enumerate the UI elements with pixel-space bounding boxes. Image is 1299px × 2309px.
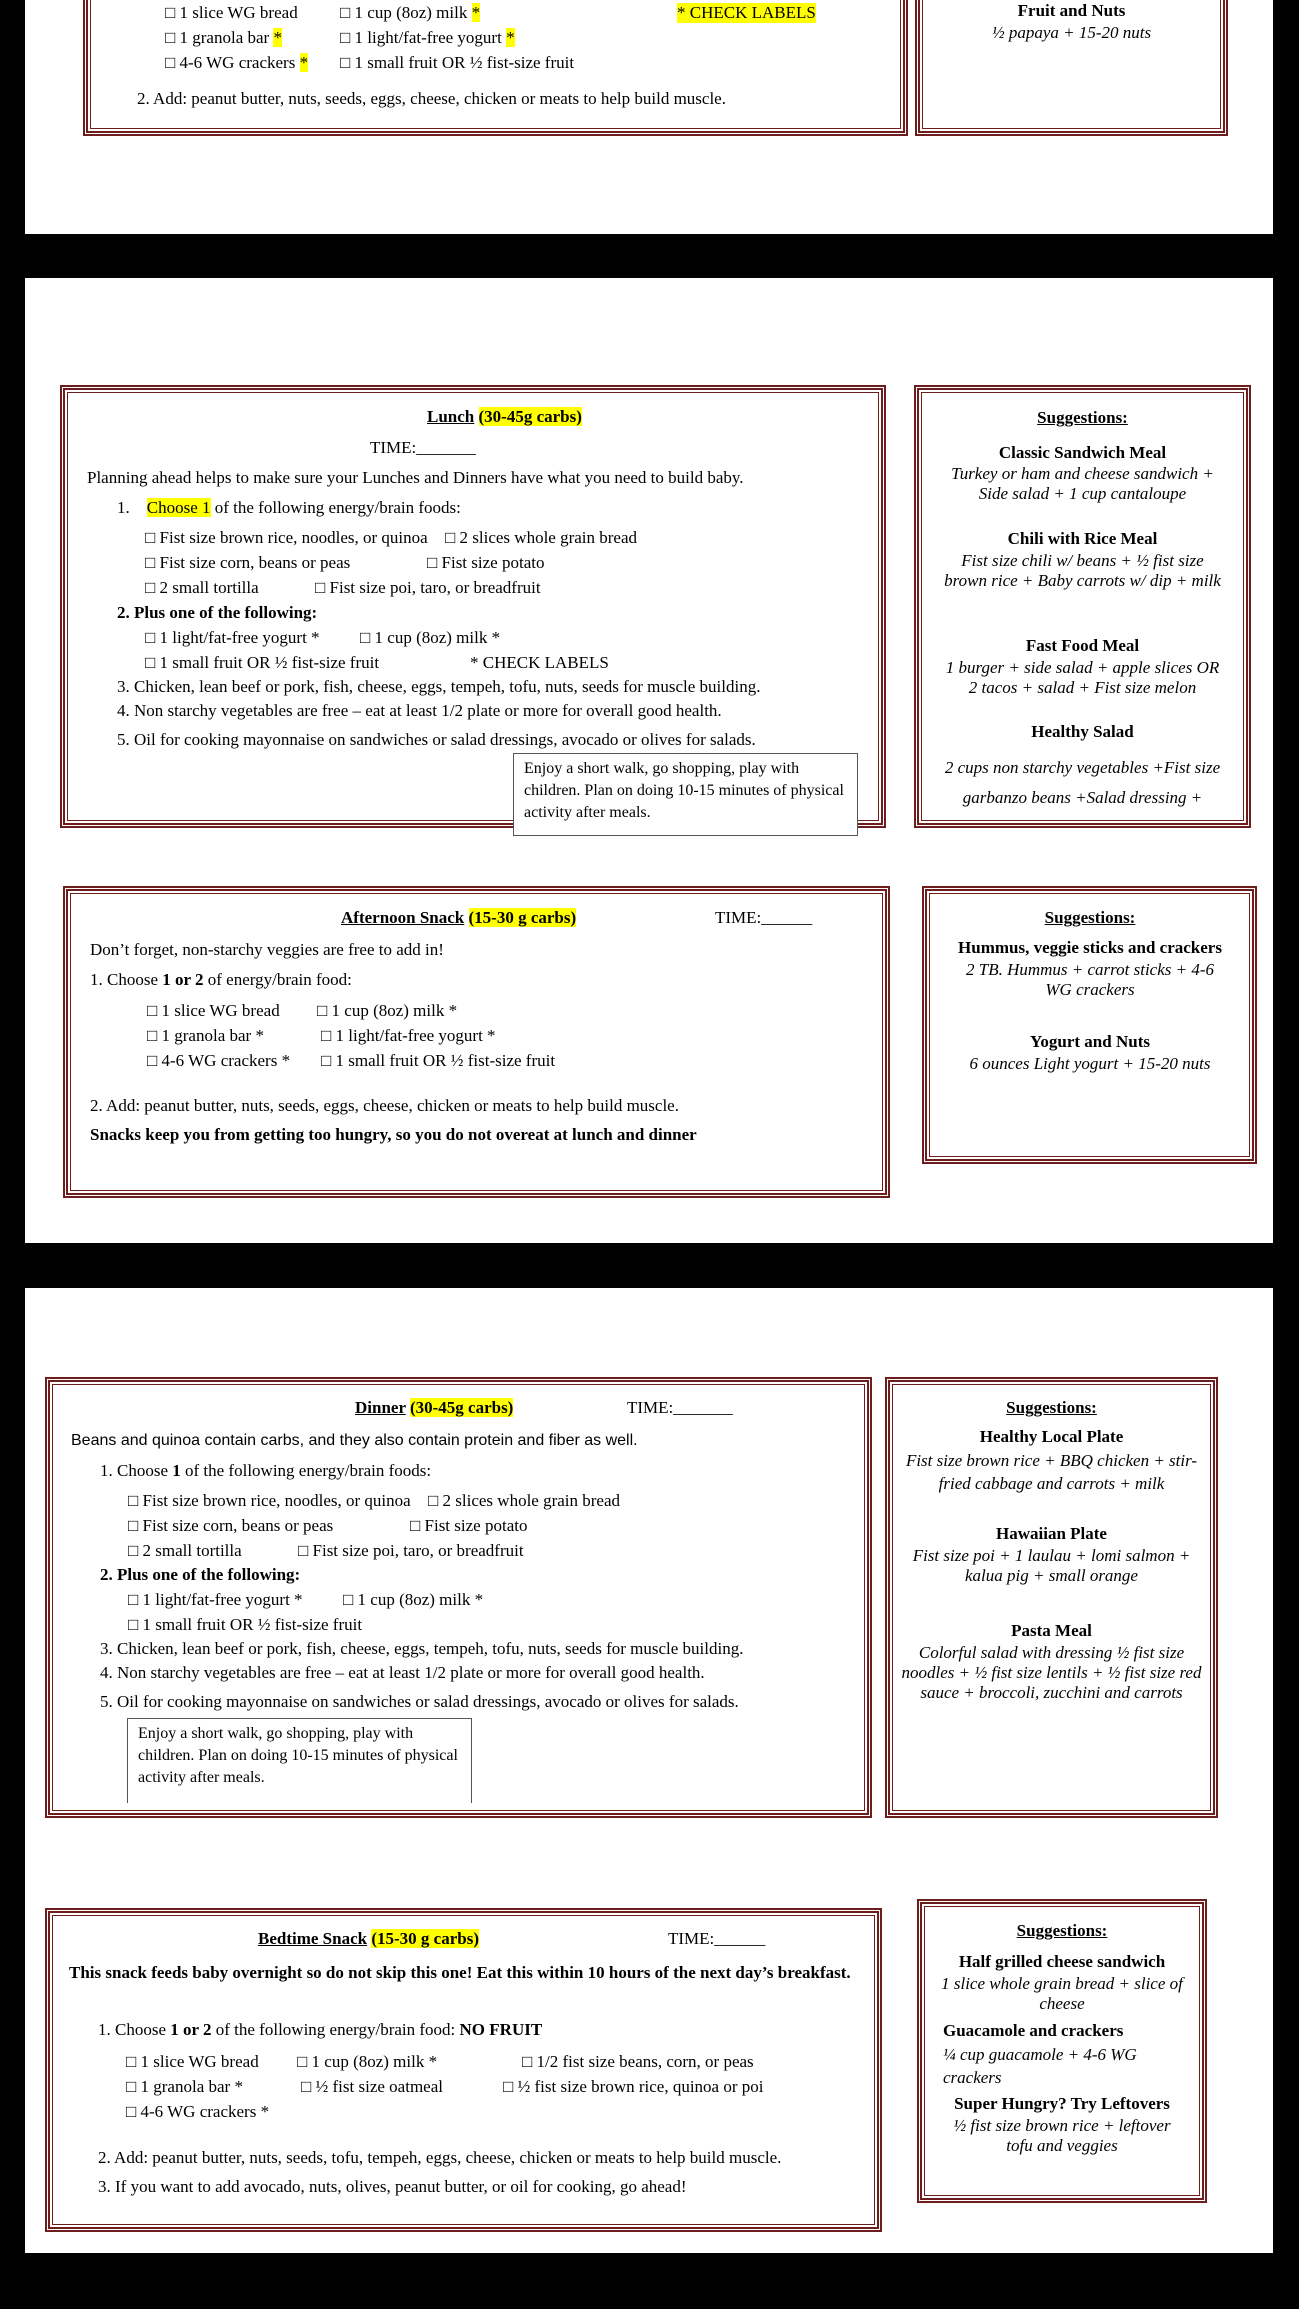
food-item: □ 1 cup (8oz) milk * — [360, 628, 501, 647]
suggestion-body: Fist size brown rice + BBQ chicken + stir-fried cabbage and carrots + milk — [905, 1451, 1198, 1493]
step-2: 2. Add: peanut butter, nuts, seeds, tofu, tempeh, eggs, cheese, chicken or meats to help build muscle. — [98, 2148, 782, 2167]
time-field: TIME:______ — [715, 908, 813, 927]
check-labels: * CHECK LABELS — [677, 3, 816, 22]
suggestions-heading: Suggestions: — [1006, 1398, 1097, 1417]
step-5: 5. Oil for cooking mayonnaise on sandwiches or salad dressings, avocado or olives for salads. — [117, 730, 756, 749]
food-item: □ 1 small fruit OR ½ fist-size fruit — [340, 53, 575, 72]
bedtime-heading: Bedtime Snack (15-30 g carbs) — [258, 1929, 479, 1948]
step-2: 2. Plus one of the following: — [100, 1565, 301, 1584]
suggestion-title: Classic Sandwich Meal — [998, 443, 1167, 462]
food-item: □ 1 cup (8oz) milk * — [297, 2052, 438, 2071]
step-text: 2. Add: peanut butter, nuts, seeds, eggs, cheese, chicken or meats to help build muscle. — [137, 89, 726, 108]
food-item: □ 1/2 fist size beans, corn, or peas — [522, 2052, 754, 2071]
intro-text: Beans and quinoa contain carbs, and they also contain protein and fiber as well. — [71, 1432, 638, 1449]
time-field: TIME:_______ — [370, 438, 476, 457]
suggestion-body: ¼ cup guacamole + 4-6 WG crackers — [943, 2045, 1137, 2087]
food-item: □ ½ fist size oatmeal — [301, 2077, 443, 2096]
food-item: □ 1 slice WG bread — [165, 3, 298, 22]
food-item: □ 4-6 WG crackers * — [165, 53, 309, 72]
food-item: □ 1 small fruit OR ½ fist-size fruit — [145, 653, 380, 672]
step-3: 3. Chicken, lean beef or pork, fish, cheese, eggs, tempeh, tofu, nuts, seeds for muscle building. — [100, 1639, 744, 1658]
suggestion-body: Colorful salad with dressing ½ fist size noodles + ½ fist size lentils + ½ fist size red sauce + broccoli, zucchini and carrots — [901, 1643, 1202, 1702]
activity-note: Enjoy a short walk, go shopping, play with children. Plan on doing 10-15 minutes of physical activity after meals. — [513, 753, 858, 836]
time-field: TIME:______ — [668, 1929, 766, 1948]
suggestions-heading: Suggestions: — [1044, 908, 1136, 927]
suggestion-body: ½ papaya + 15-20 nuts — [991, 23, 1152, 42]
lunch-heading: Lunch (30-45g carbs) — [427, 407, 582, 426]
suggestion-body: Fist size poi + 1 laulau + lomi salmon + kalua pig + small orange — [912, 1546, 1191, 1585]
food-item: □ ½ fist size brown rice, quinoa or poi — [503, 2077, 764, 2096]
suggestion-body: Fist size chili w/ beans + ½ fist size brown rice + Baby carrots w/ dip + milk — [944, 551, 1221, 590]
bedtime-intro: This snack feeds baby overnight so do not skip this one! Eat this within 10 hours of the next day’s breakfast. — [69, 1963, 851, 1982]
food-item: □ 1 slice WG bread — [147, 1001, 280, 1020]
page-1 — [25, 0, 1273, 234]
food-item: □ 1 cup (8oz) milk * — [343, 1590, 484, 1609]
snack-note: Snacks keep you from getting too hungry, so you do not overeat at lunch and dinner — [90, 1125, 697, 1144]
food-item: □ 1 light/fat-free yogurt * — [128, 1590, 303, 1609]
step-3: 3. If you want to add avocado, nuts, olives, peanut butter, or oil for cooking, go ahead! — [98, 2177, 687, 2196]
dinner-heading: Dinner (30-45g carbs) — [355, 1398, 514, 1417]
afternoon-heading: Afternoon Snack (15-30 g carbs) — [341, 908, 577, 927]
suggestion-body: 2 TB. Hummus + carrot sticks + 4-6 WG crackers — [965, 960, 1215, 999]
food-item: □ 1 granola bar * — [165, 28, 282, 47]
food-item: □ Fist size potato — [427, 553, 545, 572]
step-2: 2. Plus one of the following: — [117, 603, 318, 622]
suggestion-body: ½ fist size brown rice + leftover tofu and veggies — [953, 2116, 1171, 2155]
food-item: □ 1 granola bar * — [126, 2077, 243, 2096]
step-1: 1. Choose 1 or 2 of energy/brain food: — [90, 970, 352, 989]
suggestions-heading: Suggestions: — [1016, 1921, 1108, 1940]
suggestion-title: Fruit and Nuts — [1017, 1, 1126, 20]
suggestion-body: 1 slice whole grain bread + slice of cheese — [941, 1974, 1183, 2013]
activity-note: Enjoy a short walk, go shopping, play with children. Plan on doing 10-15 minutes of physical activity after meals. — [127, 1718, 472, 1803]
step-1: 1. Choose 1 or 2 of the following energy/brain food: NO FRUIT — [98, 2020, 543, 2039]
intro-text: Don’t forget, non-starchy veggies are free to add in! — [90, 940, 444, 959]
food-item: □ Fist size corn, beans or peas — [145, 553, 351, 572]
food-item: □ 1 light/fat-free yogurt * — [145, 628, 320, 647]
food-item: □ 1 light/fat-free yogurt * — [321, 1026, 496, 1045]
food-item: □ Fist size brown rice, noodles, or quinoa — [145, 528, 428, 547]
step-1: 1. Choose 1 of the following energy/brain foods: — [117, 498, 461, 517]
suggestion-title: Fast Food Meal — [1025, 636, 1140, 655]
step-3: 3. Chicken, lean beef or pork, fish, cheese, eggs, tempeh, tofu, nuts, seeds for muscle building. — [117, 677, 761, 696]
suggestion-title: Healthy Local Plate — [979, 1427, 1124, 1446]
food-item: □ 1 cup (8oz) milk * — [317, 1001, 458, 1020]
suggestion-title: Hummus, veggie sticks and crackers — [958, 938, 1222, 957]
suggestion-body: Turkey or ham and cheese sandwich + Side salad + 1 cup cantaloupe — [951, 464, 1214, 503]
step-1: 1. Choose 1 of the following energy/brain foods: — [100, 1461, 432, 1480]
suggestion-title: Chili with Rice Meal — [1007, 529, 1158, 548]
step-4: 4. Non starchy vegetables are free – eat at least 1/2 plate or more for overall good health. — [117, 701, 722, 720]
food-item: □ 1 small fruit OR ½ fist-size fruit — [128, 1615, 363, 1634]
suggestion-title: Healthy Salad — [1031, 722, 1134, 741]
suggestions-heading: Suggestions: — [1037, 408, 1128, 427]
suggestion-title: Hawaiian Plate — [996, 1524, 1107, 1543]
food-item: □ Fist size poi, taro, or breadfruit — [298, 1541, 524, 1560]
page-3 — [25, 1288, 1273, 2253]
suggestion-title: Pasta Meal — [1011, 1621, 1092, 1640]
food-item: □ 2 small tortilla — [145, 578, 259, 597]
food-item: □ Fist size poi, taro, or breadfruit — [315, 578, 541, 597]
food-item: □ Fist size brown rice, noodles, or quinoa — [128, 1491, 411, 1510]
food-item: □ 1 small fruit OR ½ fist-size fruit — [321, 1051, 556, 1070]
suggestion-body: 2 cups non starchy vegetables +Fist size garbanzo beans +Salad dressing + — [944, 758, 1221, 807]
suggestion-body: 1 burger + side salad + apple slices OR 2 tacos + salad + Fist size melon — [945, 658, 1220, 697]
step-4: 4. Non starchy vegetables are free – eat at least 1/2 plate or more for overall good health. — [100, 1663, 705, 1682]
suggestion-title: Guacamole and crackers — [943, 2021, 1124, 2040]
suggestion-title: Yogurt and Nuts — [1030, 1032, 1150, 1051]
food-item: □ 4-6 WG crackers * — [126, 2102, 270, 2121]
page-2 — [25, 278, 1273, 1243]
food-item: □ 1 slice WG bread — [126, 2052, 259, 2071]
time-field: TIME:_______ — [627, 1398, 733, 1417]
suggestion-body: 6 ounces Light yogurt + 15-20 nuts — [969, 1054, 1211, 1073]
suggestion-title: Super Hungry? Try Leftovers — [954, 2094, 1170, 2113]
food-item: □ 1 cup (8oz) milk * — [340, 3, 481, 22]
step-2: 2. Add: peanut butter, nuts, seeds, eggs, cheese, chicken or meats to help build muscle. — [90, 1096, 679, 1115]
food-item: □ 4-6 WG crackers * — [147, 1051, 291, 1070]
check-labels: * CHECK LABELS — [470, 653, 609, 672]
food-item: □ 2 small tortilla — [128, 1541, 242, 1560]
food-item: □ 1 granola bar * — [147, 1026, 264, 1045]
food-item: □ Fist size corn, beans or peas — [128, 1516, 334, 1535]
step-5: 5. Oil for cooking mayonnaise on sandwiches or salad dressings, avocado or olives for salads. — [100, 1692, 739, 1711]
food-item: □ 2 slices whole grain bread — [428, 1491, 621, 1510]
food-item: □ 2 slices whole grain bread — [445, 528, 638, 547]
suggestion-title: Half grilled cheese sandwich — [958, 1952, 1166, 1971]
intro-text: Planning ahead helps to make sure your Lunches and Dinners have what you need to build baby. — [87, 468, 744, 487]
food-item: □ 1 light/fat-free yogurt * — [340, 28, 515, 47]
food-item: □ Fist size potato — [410, 1516, 528, 1535]
